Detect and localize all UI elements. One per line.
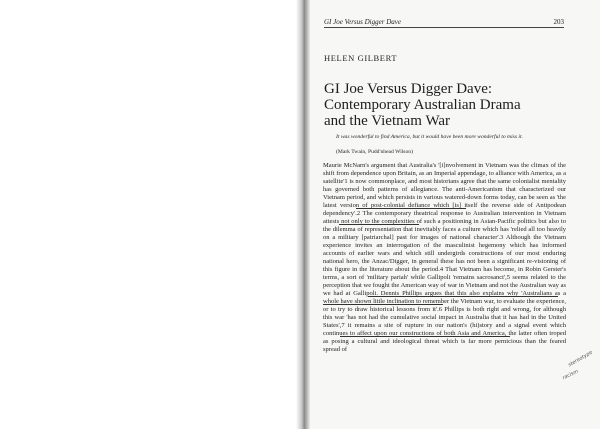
underline-mark [356, 208, 466, 209]
article-title [324, 81, 564, 129]
underline-mark [339, 224, 419, 225]
title-line: and the Vietnam War [324, 113, 451, 129]
epigraph-quote: It was wonderful to find America, but it would have been more wonderful to miss it. [336, 134, 523, 140]
margin-note: racism [561, 368, 580, 382]
running-header-title: GI Joe Versus Digger Dave [324, 18, 401, 26]
epigraph-attribution: (Mark Twain, Pudd'nhead Wilson) [336, 149, 413, 155]
title-line: Contemporary Australian Drama [324, 97, 521, 113]
author-name: HELEN GILBERT [324, 53, 398, 63]
margin-note: stereotype [567, 349, 594, 369]
underline-mark [323, 304, 443, 305]
book-spine-shadow [296, 0, 310, 429]
underline-mark [368, 296, 558, 297]
underline-mark [340, 336, 510, 337]
body-text: Maurie McNarn's argument that Australia's '[i]nvolvement in Vietnam was the climax of the shift from dependence upon Britain, as an Imperial appendage, to alliance with America, as a satellite'1 is now commonplace, and most historians agree that the same colonialist mentality has governed both patterns of allegiance. The anti-Americanism that characterized our Vietnam period, and which persists in various watered-down forms today, can be seen as 'the latest version of post-colonial defiance which [is] itself the reverse side of Antipodean dependency'.2 The contemporary theatrical response to Australian intervention in Vietnam attests not only to the complexities of such a positioning in Asian-Pacific politics but also to the dilemma of representation that inevitably faces a culture which has 'relied all too heavily on a military [patriarchal] past for images of national character'.3 Although the Vietnam experience invites an interrogation of the masculinist hegemony which has informed accounts of earlier wars and which still undergirds constructions of our most enduring national hero, the Anzac/Digger, in general these has not been a significant re-visioning of this figure in the literature about the period.4 That Vietnam has become, in Robin Gerster's terms, a sort of 'military pariah' while Gallipoli 'remains sacrosanct',5 seems related to the perception that we fought the American way of war in Vietnam and not the Australian way as we had at Gallipoli. Dennis Phillips argues that this also explains why 'Australians as a whole have shown little inclination to remember the Vietnam war, to evaluate the experience, or to try to draw historical lessons from it'.6 Phillips is both right and wrong, for although this war 'has not had the cumulative social impact in Australia that it has had in the United States',7 it remains a site of rupture in our nation's (hi)story and a signal event which continues to affect upon our constructions of both Asia and America, the latter often troped as posing a cultural and ideological threat which is far more pernicious than the feared spread of [323, 162, 566, 353]
page-number: 203 [553, 18, 564, 26]
running-header [324, 18, 564, 28]
title-line: GI Joe Versus Digger Dave: [324, 81, 493, 97]
